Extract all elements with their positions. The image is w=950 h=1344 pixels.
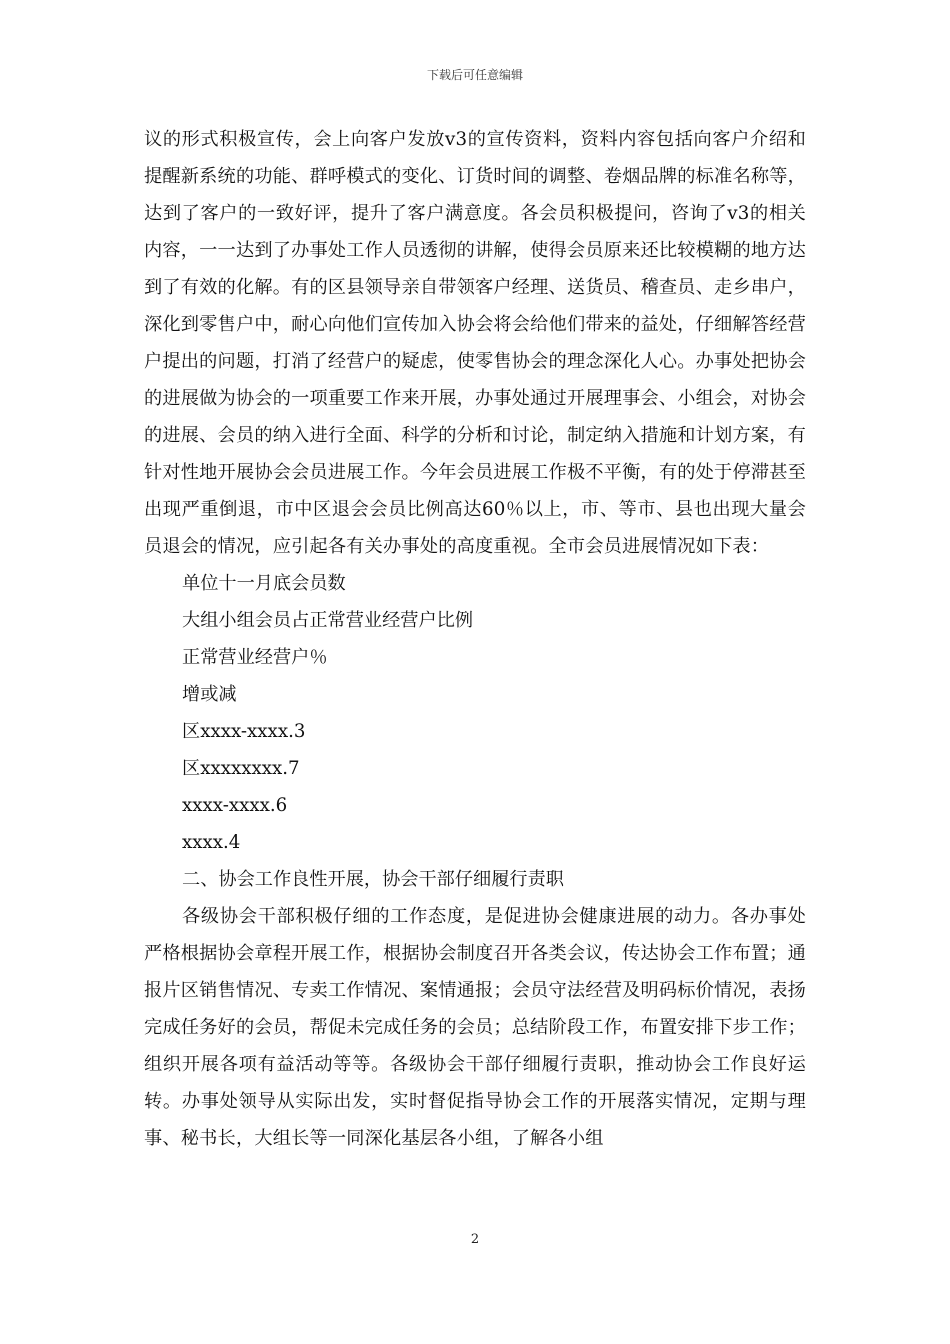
paragraph: 各级协会干部积极仔细的工作态度，是促进协会健康进展的动力。各办事处严格根据协会章程开展工作，根据协会制度召开各类会议，传达协会工作布置；通报片区销售情况、专卖工作情况、案情通报；会员守法经营及明码标价情况，表扬完成任务好的会员，帮促未完成任务的会员；总结阶段工作，布置安排下步工作；组织开展各项有益活动等等。各级协会干部仔细履行责职，推动协会工作良好运转。办事处领导从实际出发，实时督促指导协会工作的开展落实情况，定期与理事、秘书长，大组长等一同深化基层各小组，了解各小组 <box>144 906 806 1149</box>
table-line: xxxx.4 <box>182 832 241 853</box>
table-line: xxxx-xxxx.6 <box>182 795 288 816</box>
page-number: 2 <box>470 1232 480 1247</box>
table-line: 增或减 <box>182 684 237 705</box>
paragraph: 议的形式积极宣传，会上向客户发放v3的宣传资料，资料内容包括向客户介绍和提醒新系统的功能、群呼模式的变化、订货时间的调整、卷烟品牌的标准名称等，达到了客户的一致好评，提升了客户满意度。各会员积极提问，咨询了v3的相关内容，一一达到了办事处工作人员透彻的讲解，使得会员原来还比较模糊的地方达到了有效的化解。有的区县领导亲自带领客户经理、送货员、稽查员、走乡串户，深化到零售户中，耐心向他们宣传加入协会将会给他们带来的益处，仔细解答经营户提出的问题，打消了经营户的疑虑，使零售协会的理念深化人心。办事处把协会的进展做为协会的一项重要工作来开展，办事处通过开展理事会、小组会，对协会的进展、会员的纳入进行全面、科学的分析和讨论，制定纳入措施和计划方案，有针对性地开展协会会员进展工作。今年会员进展工作极不平衡，有的处于停滞甚至出现严重倒退，市中区退会会员比例高达60％以上，市、等市、县也出现大量会员退会的情况，应引起各有关办事处的高度重视。全市会员进展情况如下表： <box>144 129 806 557</box>
document-body <box>144 121 806 1157</box>
table-line: 区xxxx-xxxx.3 <box>182 721 306 742</box>
table-line: 正常营业经营户％ <box>182 647 328 668</box>
table-line: 大组小组会员占正常营业经营户比例 <box>182 610 474 631</box>
table-line: 单位十一月底会员数 <box>182 573 346 594</box>
section-heading: 二、协会工作良性开展，协会干部仔细履行责职 <box>182 869 564 890</box>
table-line: 区xxxxxxxx.7 <box>182 758 300 779</box>
page-header: 下载后可任意编辑 <box>426 68 523 82</box>
